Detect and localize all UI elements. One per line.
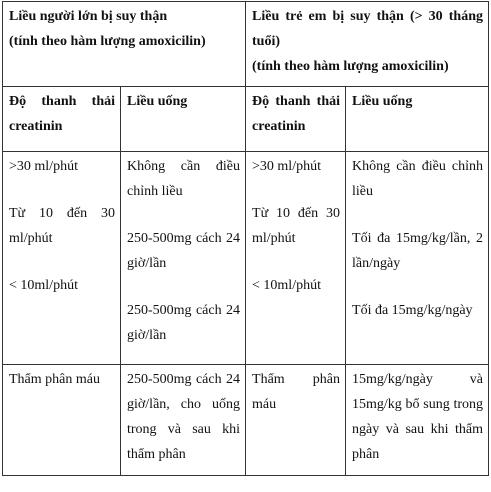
adult-clearance-header: Độ thanh thải creatinin bbox=[3, 87, 121, 152]
list-item: Tối đa 15mg/kg/ngày bbox=[352, 303, 473, 318]
list-item: 250-500mg cách 24 giờ/lần bbox=[127, 231, 241, 271]
table-header-row bbox=[3, 2, 489, 87]
adult-dialysis-dose-cell: 250-500mg cách 24 giờ/lần, cho uống trong và sau khi thẩm phân bbox=[121, 365, 246, 476]
adult-header-note: (tính theo hàm lượng amoxicilin) bbox=[9, 34, 206, 49]
adult-dialysis-clearance-cell: Thẩm phân máu bbox=[3, 365, 121, 476]
table-row bbox=[3, 152, 489, 365]
list-item: Từ 10 đến 30 ml/phút bbox=[9, 206, 115, 246]
adult-header-title: Liều người lớn bị suy thận bbox=[9, 9, 168, 24]
list-item: < 10ml/phút bbox=[252, 278, 321, 293]
child-dialysis-clearance-cell: Thẩm phân máu bbox=[246, 365, 346, 476]
table-row-dialysis bbox=[3, 365, 489, 476]
list-item: Tối đa 15mg/kg/lần, 2 lần/ngày bbox=[352, 231, 484, 271]
list-item: < 10ml/phút bbox=[9, 278, 78, 293]
table-subheader-row bbox=[3, 87, 489, 152]
adult-dose-cell bbox=[121, 152, 246, 365]
child-dialysis-dose-cell: 15mg/kg/ngày và 15mg/kg bổ sung trong ngày và sau khi thẩm phân bbox=[346, 365, 489, 476]
adult-header-cell bbox=[3, 2, 246, 87]
child-clearance-cell bbox=[246, 152, 346, 365]
renal-dosage-table bbox=[2, 1, 489, 476]
list-item: Từ 10 đến 30 ml/phút bbox=[252, 206, 341, 246]
child-clearance-header: Độ thanh thải creatinin bbox=[246, 87, 346, 152]
list-item: >30 ml/phút bbox=[252, 159, 321, 174]
list-item: Không cần điều chỉnh liều bbox=[127, 159, 241, 199]
list-item: Không cần điều chỉnh liều bbox=[352, 159, 484, 199]
child-header-title: Liều trẻ em bị suy thận (> 30 tháng tuổi) bbox=[252, 9, 484, 49]
list-item: 250-500mg cách 24 giờ/lần bbox=[127, 303, 241, 343]
adult-clearance-cell bbox=[3, 152, 121, 365]
child-dose-header: Liều uống bbox=[346, 87, 489, 152]
child-header-cell bbox=[246, 2, 489, 87]
child-header-note: (tính theo hàm lượng amoxicilin) bbox=[252, 59, 449, 74]
list-item: >30 ml/phút bbox=[9, 159, 78, 174]
adult-dose-header: Liều uống bbox=[121, 87, 246, 152]
child-dose-cell bbox=[346, 152, 489, 365]
